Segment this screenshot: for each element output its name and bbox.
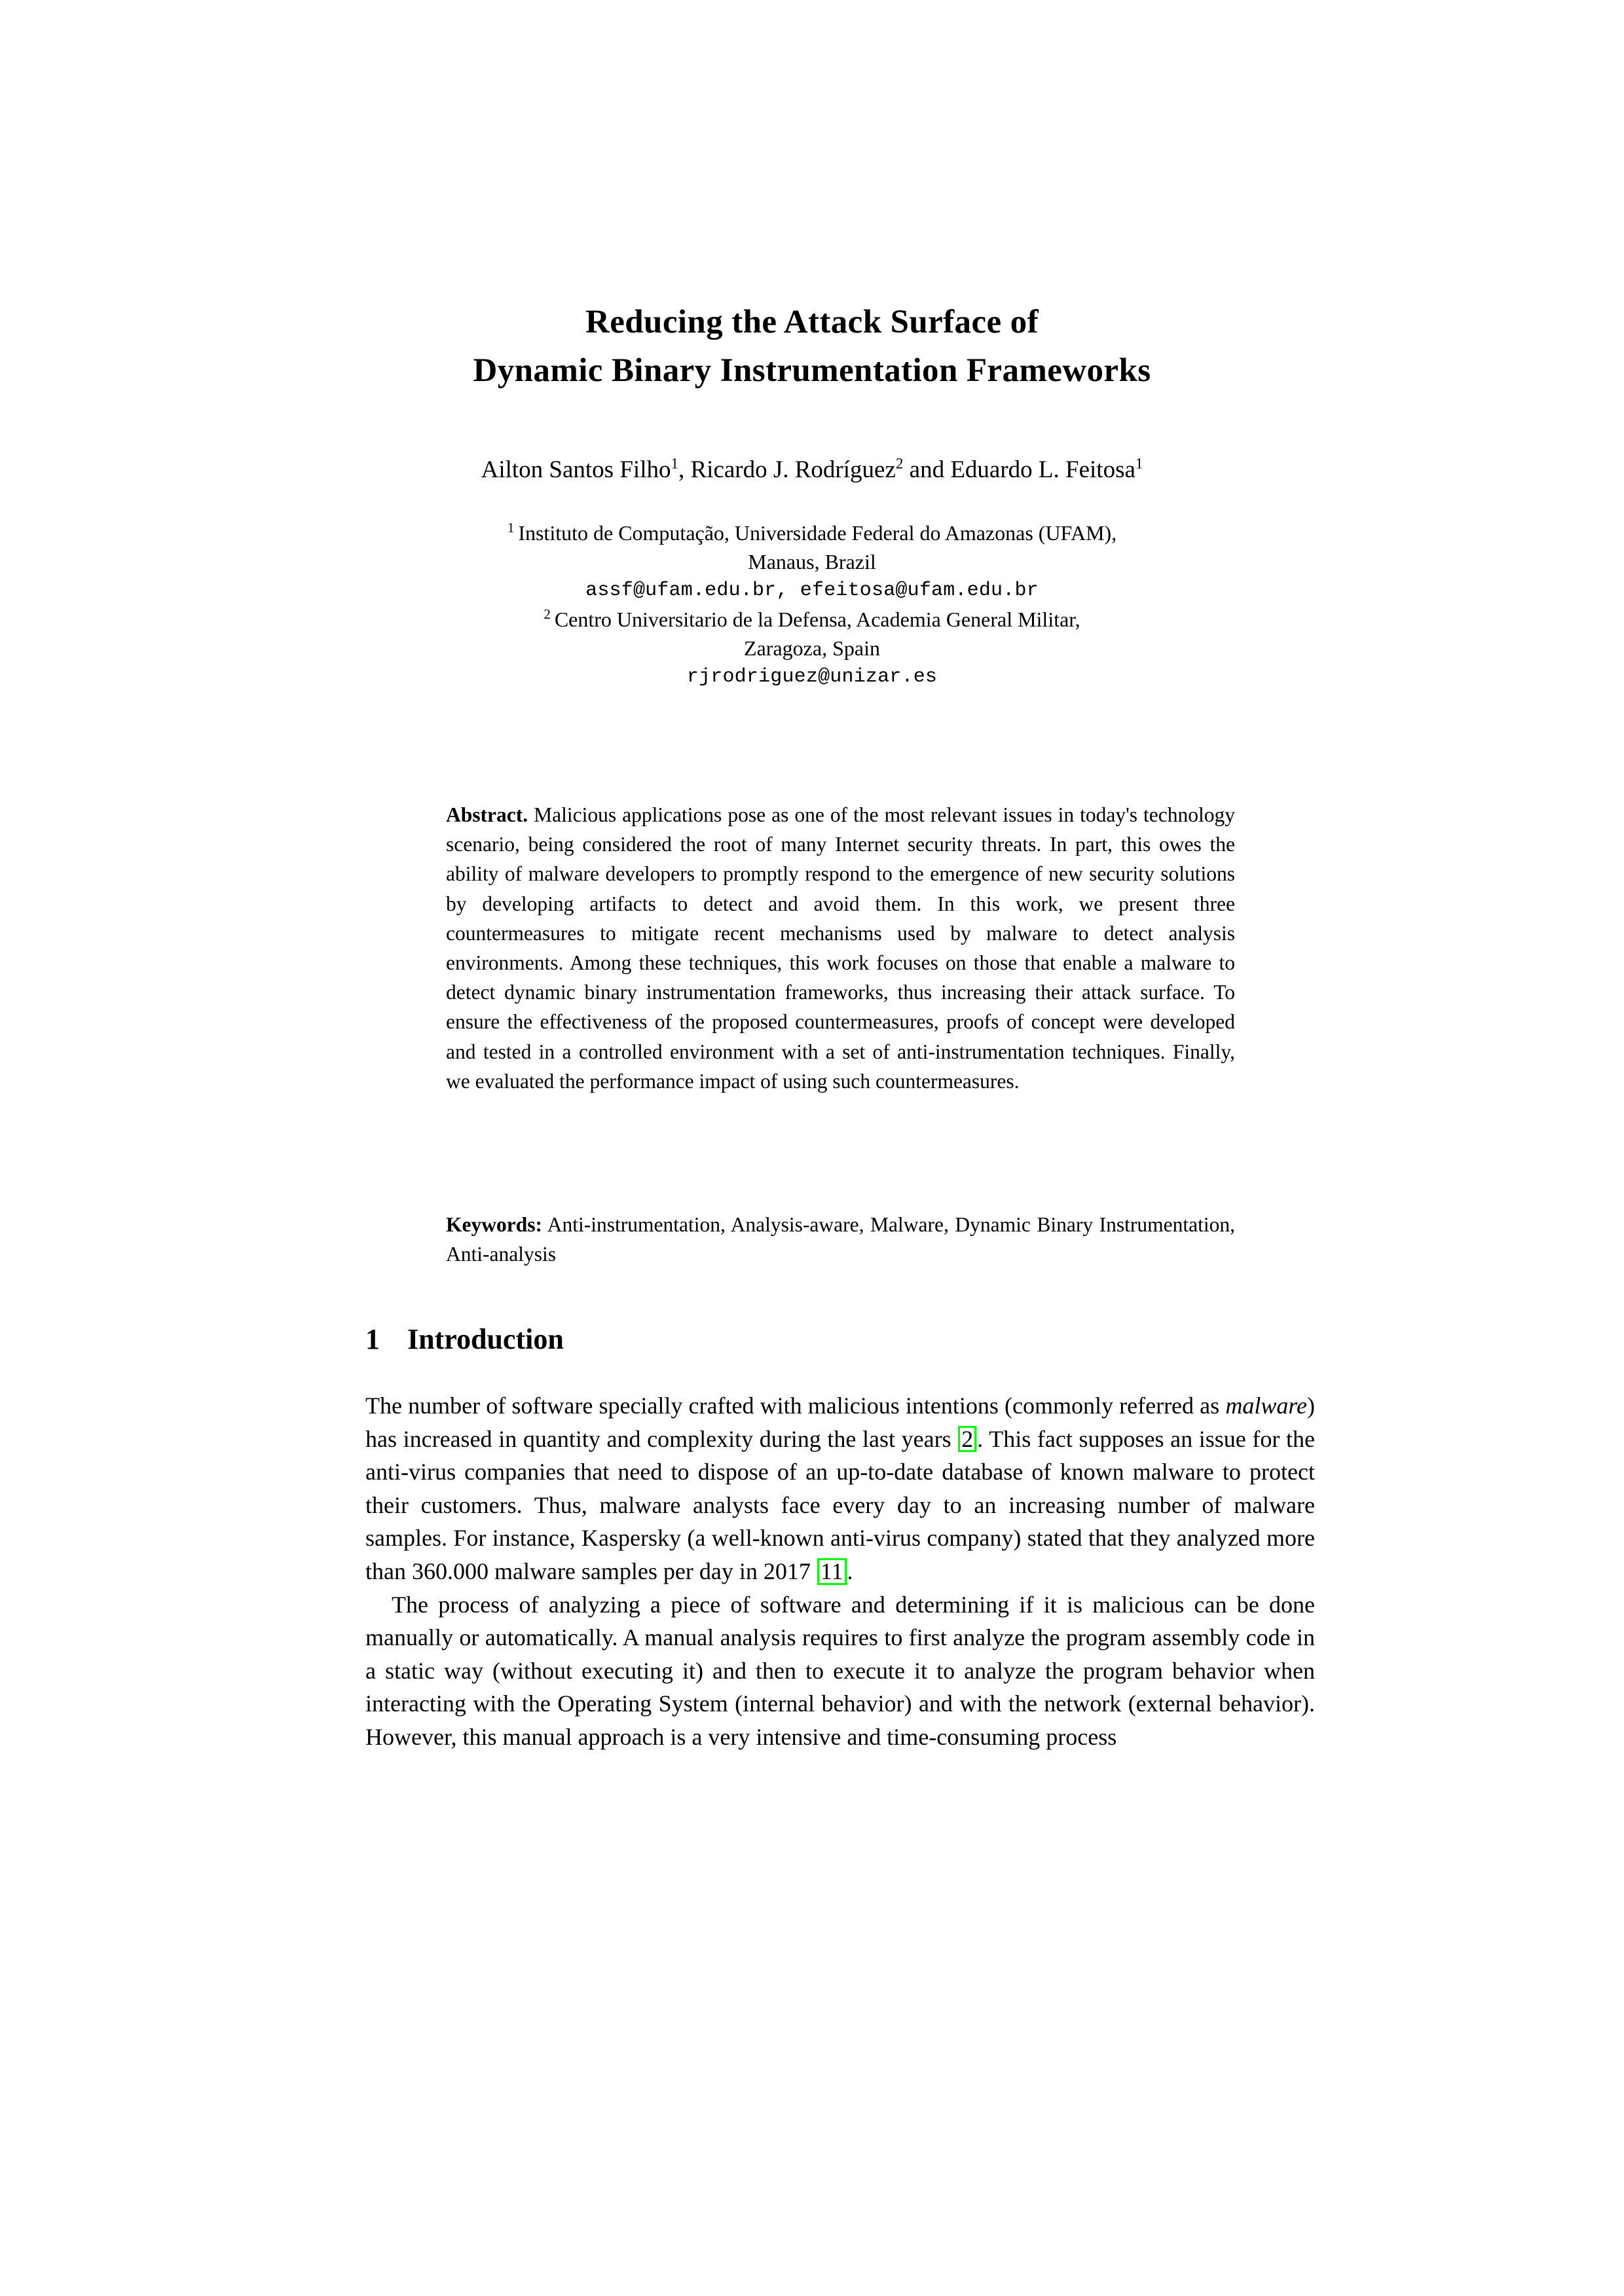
section-number: 1 bbox=[365, 1323, 380, 1355]
author-affiliation-mark: 2 bbox=[895, 455, 904, 472]
affiliation-mark: 2 bbox=[544, 606, 551, 623]
title-line-2: Dynamic Binary Instrumentation Frameworks bbox=[473, 352, 1151, 389]
author-entry bbox=[690, 456, 903, 483]
affiliation-institution-text: Instituto de Computação, Universidade Federal do Amazonas (UFAM), bbox=[518, 521, 1117, 545]
author-affiliation-mark: 1 bbox=[1135, 455, 1143, 472]
citation-link[interactable]: 2 bbox=[958, 1426, 976, 1453]
keywords-block bbox=[446, 1210, 1235, 1269]
author-affiliation-mark: 1 bbox=[671, 455, 678, 472]
page-title bbox=[0, 298, 1624, 395]
affiliation-city: Manaus, Brazil bbox=[748, 550, 876, 574]
section-heading-introduction bbox=[365, 1321, 1315, 1358]
affiliation-mark: 1 bbox=[507, 520, 515, 536]
keywords-label: Keywords: bbox=[446, 1213, 542, 1236]
author-separator: , bbox=[678, 456, 691, 483]
author-name: Ailton Santos Filho bbox=[481, 456, 671, 483]
abstract-label: Abstract. bbox=[446, 803, 528, 826]
affiliation-institution bbox=[0, 519, 1624, 547]
author-name: Ricardo J. Rodríguez bbox=[690, 456, 896, 483]
emphasis-term: malware bbox=[1225, 1393, 1307, 1419]
affiliation-institution bbox=[0, 605, 1624, 634]
affiliation-emails[interactable]: assf@ufam.edu.br, efeitosa@ufam.edu.br bbox=[585, 579, 1039, 602]
affiliation-emails[interactable]: rjrodriguez@unizar.es bbox=[686, 666, 938, 688]
title-line-1: Reducing the Attack Surface of bbox=[585, 304, 1039, 340]
affiliation-city: Zaragoza, Spain bbox=[744, 636, 880, 660]
author-entry bbox=[950, 456, 1143, 483]
citation-link[interactable]: 11 bbox=[817, 1558, 847, 1585]
author-conjunction: and bbox=[909, 456, 945, 483]
author-name: Eduardo L. Feitosa bbox=[950, 456, 1135, 483]
author-entry bbox=[481, 456, 678, 483]
affiliation-institution-text: Centro Universitario de la Defensa, Academia General Militar, bbox=[554, 608, 1080, 631]
keywords-text: Anti-instrumentation, Analysis-aware, Malware, Dynamic Binary Instrumentation, Anti-analysis bbox=[446, 1213, 1235, 1266]
abstract-block bbox=[446, 800, 1235, 1096]
paragraph: The number of software specially crafted with malicious intentions (commonly referred as malware) has increased in quantity and complexity during the last years 2 . This fact supposes an issue for the anti-virus companies that need to dispose of an up-to-date database of known malware to protect their customers. Thus, malware analysts face every day to an increasing number of malware samples. For instance, Kaspersky (a well-known anti-virus company) stated that they analyzed more than 360.000 malware samples per day in 2017 11 . bbox=[365, 1393, 1316, 1584]
affiliation-block bbox=[0, 519, 1624, 691]
paragraph: The process of analyzing a piece of software and determining if it is malicious can be done manually or automatically. A manual analysis requires to first analyze the program assembly code in a static way (without executing it) and then to execute it to analyze the program behavior when interacting with the Operating System (internal behavior) and with the network (external behavior). However, this manual approach is a very intensive and time-consuming process bbox=[365, 1591, 1315, 1750]
section-body-introduction bbox=[365, 1389, 1315, 1754]
author-list bbox=[0, 454, 1624, 486]
section-title: Introduction bbox=[407, 1323, 564, 1355]
abstract-text: Malicious applications pose as one of the most relevant issues in today's technology scenario, being considered the root of many Internet security threats. In part, this owes the ability of malware developers to promptly respond to the emergence of new security solutions by developing artifacts to detect and avoid them. In this work, we present three countermeasures to mitigate recent mechanisms used by malware to detect analysis environments. Among these techniques, this work focuses on those that enable a malware to detect dynamic binary instrumentation frameworks, thus increasing their attack surface. To ensure the effectiveness of the proposed countermeasures, proofs of concept were developed and tested in a controlled environment with a set of anti-instrumentation techniques. Finally, we evaluated the performance impact of using such countermeasures. bbox=[446, 803, 1236, 1093]
